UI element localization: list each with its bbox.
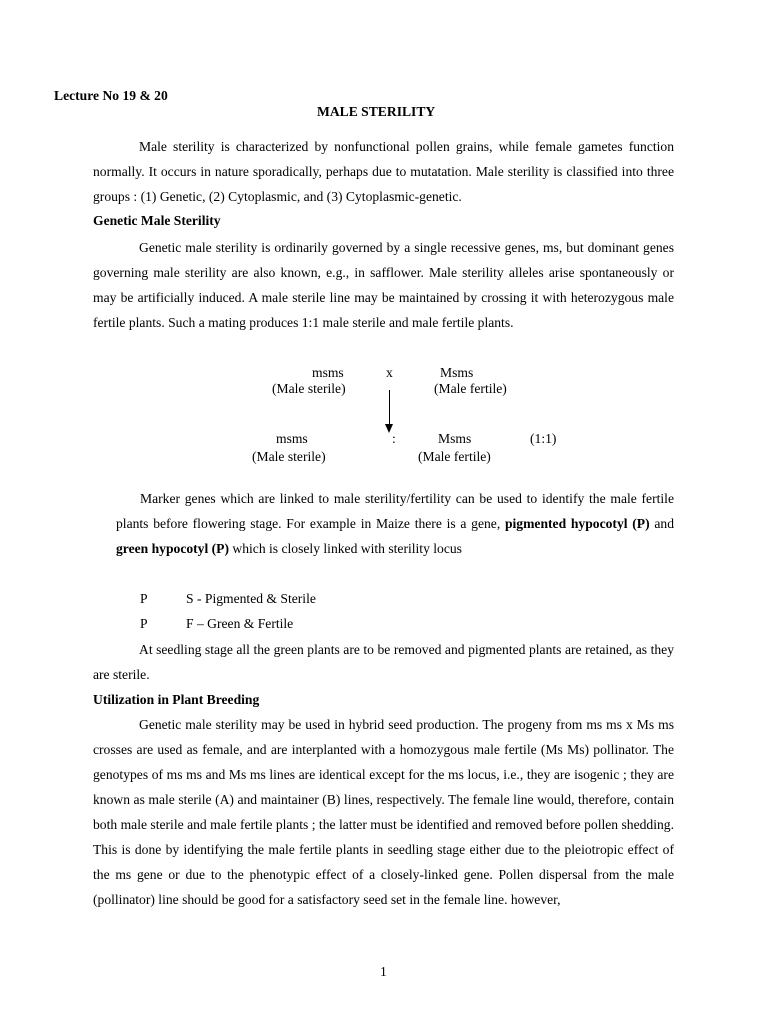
marker-row-symbol: P	[140, 616, 148, 631]
parent1-label: (Male sterile)	[272, 381, 346, 396]
section-heading-utilization: Utilization in Plant Breeding	[93, 692, 260, 707]
ratio-separator: :	[392, 431, 396, 446]
marker-text-3: which is closely linked with sterility locus	[229, 541, 462, 556]
genetic-paragraph: Genetic male sterility is ordinarily governed by a single recessive genes, ms, but dominant genes governing male sterility are also known, e.g., in safflower. Male sterility alleles arise spontaneously or may be artificially induced. A male sterile line may be maintained by crossing it with heterozygous male fertile plants. Such a mating produces 1:1 male sterile and male fertile plants.	[93, 240, 674, 330]
parent1-genotype: msms	[312, 365, 344, 380]
offspring2-label: (Male fertile)	[418, 449, 491, 464]
offspring1-label: (Male sterile)	[252, 449, 326, 464]
cross-symbol: x	[386, 365, 393, 380]
segregation-ratio: (1:1)	[530, 431, 557, 446]
parent2-label: (Male fertile)	[434, 381, 507, 396]
marker-row-description: F – Green & Fertile	[186, 616, 294, 631]
lecture-number: Lecture No 19 & 20	[54, 88, 168, 103]
seedling-paragraph: At seedling stage all the green plants are to be removed and pigmented plants are retained, as they are sterile.	[93, 642, 674, 682]
marker-bold-pigmented: pigmented hypocotyl (P)	[504, 516, 650, 531]
marker-row-description: S - Pigmented & Sterile	[186, 591, 316, 606]
section-heading-genetic: Genetic Male Sterility	[93, 213, 221, 228]
page-number: 1	[380, 964, 387, 979]
marker-text-1: Marker genes which are linked to male sterility/fertility can be used to identify the male fertile plants before flowering stage. For example in Maize there is a gene,	[116, 491, 674, 531]
offspring2-genotype: Msms	[438, 431, 472, 446]
marker-row-symbol: P	[140, 591, 148, 606]
marker-text-2: and	[649, 516, 674, 531]
cross-arrow-line	[389, 390, 390, 426]
marker-bold-green: green hypocotyl (P)	[116, 541, 230, 556]
parent2-genotype: Msms	[440, 365, 474, 380]
marker-paragraph	[116, 486, 674, 561]
utilization-paragraph: Genetic male sterility may be used in hybrid seed production. The progeny from ms ms x Ms ms crosses are used as female, and are interplanted with a homozygous male fertile (Ms Ms) pollinator. The genotypes of ms ms and Ms ms lines are identical except for the ms locus, i.e., they are isogenic ; they are known as male sterile (A) and maintainer (B) lines, respectively. The female line would, therefore, contain both male sterile and male fertile plants ; the latter must be identified and removed before pollen shedding. This is done by identifying the male fertile plants in seedling stage either due to the pleiotropic effect of the ms gene or due to the phenotypic effect of a closely-linked gene. Pollen dispersal from the male (pollinator) line should be good for a satisfactory seed set in the female line. however,	[93, 717, 674, 907]
page-title: MALE STERILITY	[317, 104, 436, 119]
intro-paragraph: Male sterility is characterized by nonfunctional pollen grains, while female gametes function normally. It occurs in nature sporadically, perhaps due to mutatation. Male sterility is classified into three groups : (1) Genetic, (2) Cytoplasmic, and (3) Cytoplasmic-genetic.	[93, 139, 674, 204]
offspring1-genotype: msms	[276, 431, 308, 446]
